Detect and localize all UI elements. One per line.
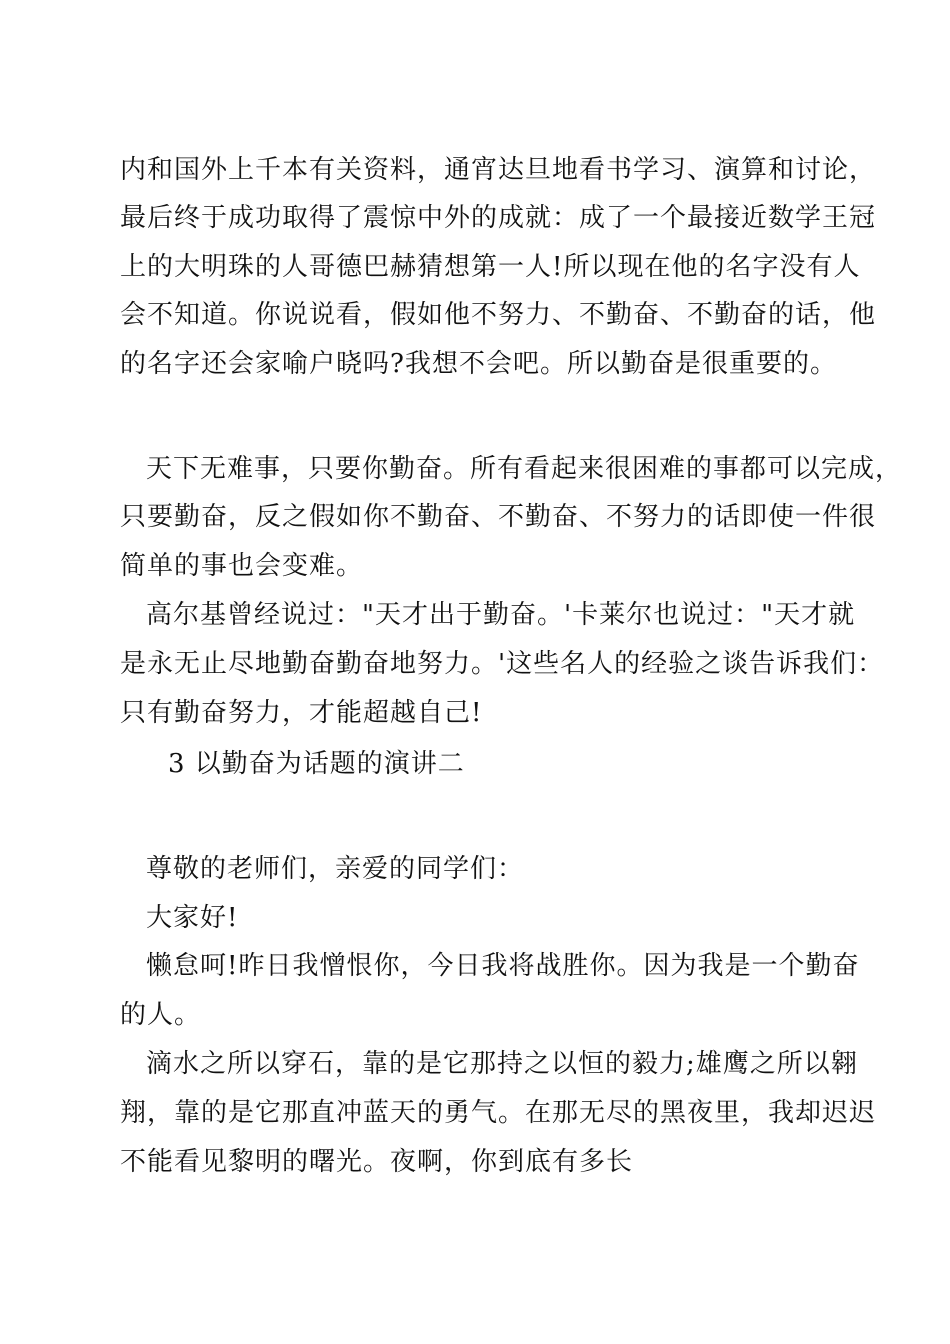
section-heading: 3 以勤奋为话题的演讲二 [168,749,465,779]
paragraph-line: 不能看见黎明的曙光。夜啊，你到底有多长 [120,1147,634,1177]
paragraph-line: 简单的事也会变难。 [120,551,364,581]
hello-line: 大家好! [146,903,239,933]
paragraph-line: 只要勤奋，反之假如你不勤奋、不勤奋、不努力的话即使一件很 [120,502,877,532]
paragraph-line: 只有勤奋努力，才能超越自己! [120,698,483,728]
paragraph-line: 懒怠呵!昨日我憎恨你，今日我将战胜你。因为我是一个勤奋 [146,951,860,981]
greeting-line: 尊敬的老师们，亲爱的同学们： [146,854,525,884]
paragraph-line: 内和国外上千本有关资料，通宵达旦地看书学习、演算和讨论， [120,155,877,185]
paragraph-line: 天下无难事，只要你勤奋。所有看起来很困难的事都可以完成， [146,454,903,484]
paragraph-line: 高尔基曾经说过："天才出于勤奋。'卡莱尔也说过："天才就 [146,600,856,630]
paragraph-line: 会不知道。你说说看，假如他不努力、不勤奋、不勤奋的话，他 [120,300,877,330]
paragraph-line: 滴水之所以穿石，靠的是它那持之以恒的毅力;雄鹰之所以翱 [146,1049,858,1079]
paragraph-line: 翔，靠的是它那直冲蓝天的勇气。在那无尽的黑夜里，我却迟迟 [120,1098,877,1128]
paragraph-line: 最后终于成功取得了震惊中外的成就：成了一个最接近数学王冠 [120,203,877,233]
paragraph-line: 上的大明珠的人哥德巴赫猜想第一人!所以现在他的名字没有人 [120,252,861,282]
paragraph-line: 的名字还会家喻户晓吗?我想不会吧。所以勤奋是很重要的。 [120,349,837,379]
paragraph-line: 的人。 [120,1000,202,1030]
paragraph-line: 是永无止尽地勤奋勤奋地努力。'这些名人的经验之谈告诉我们： [120,649,885,679]
